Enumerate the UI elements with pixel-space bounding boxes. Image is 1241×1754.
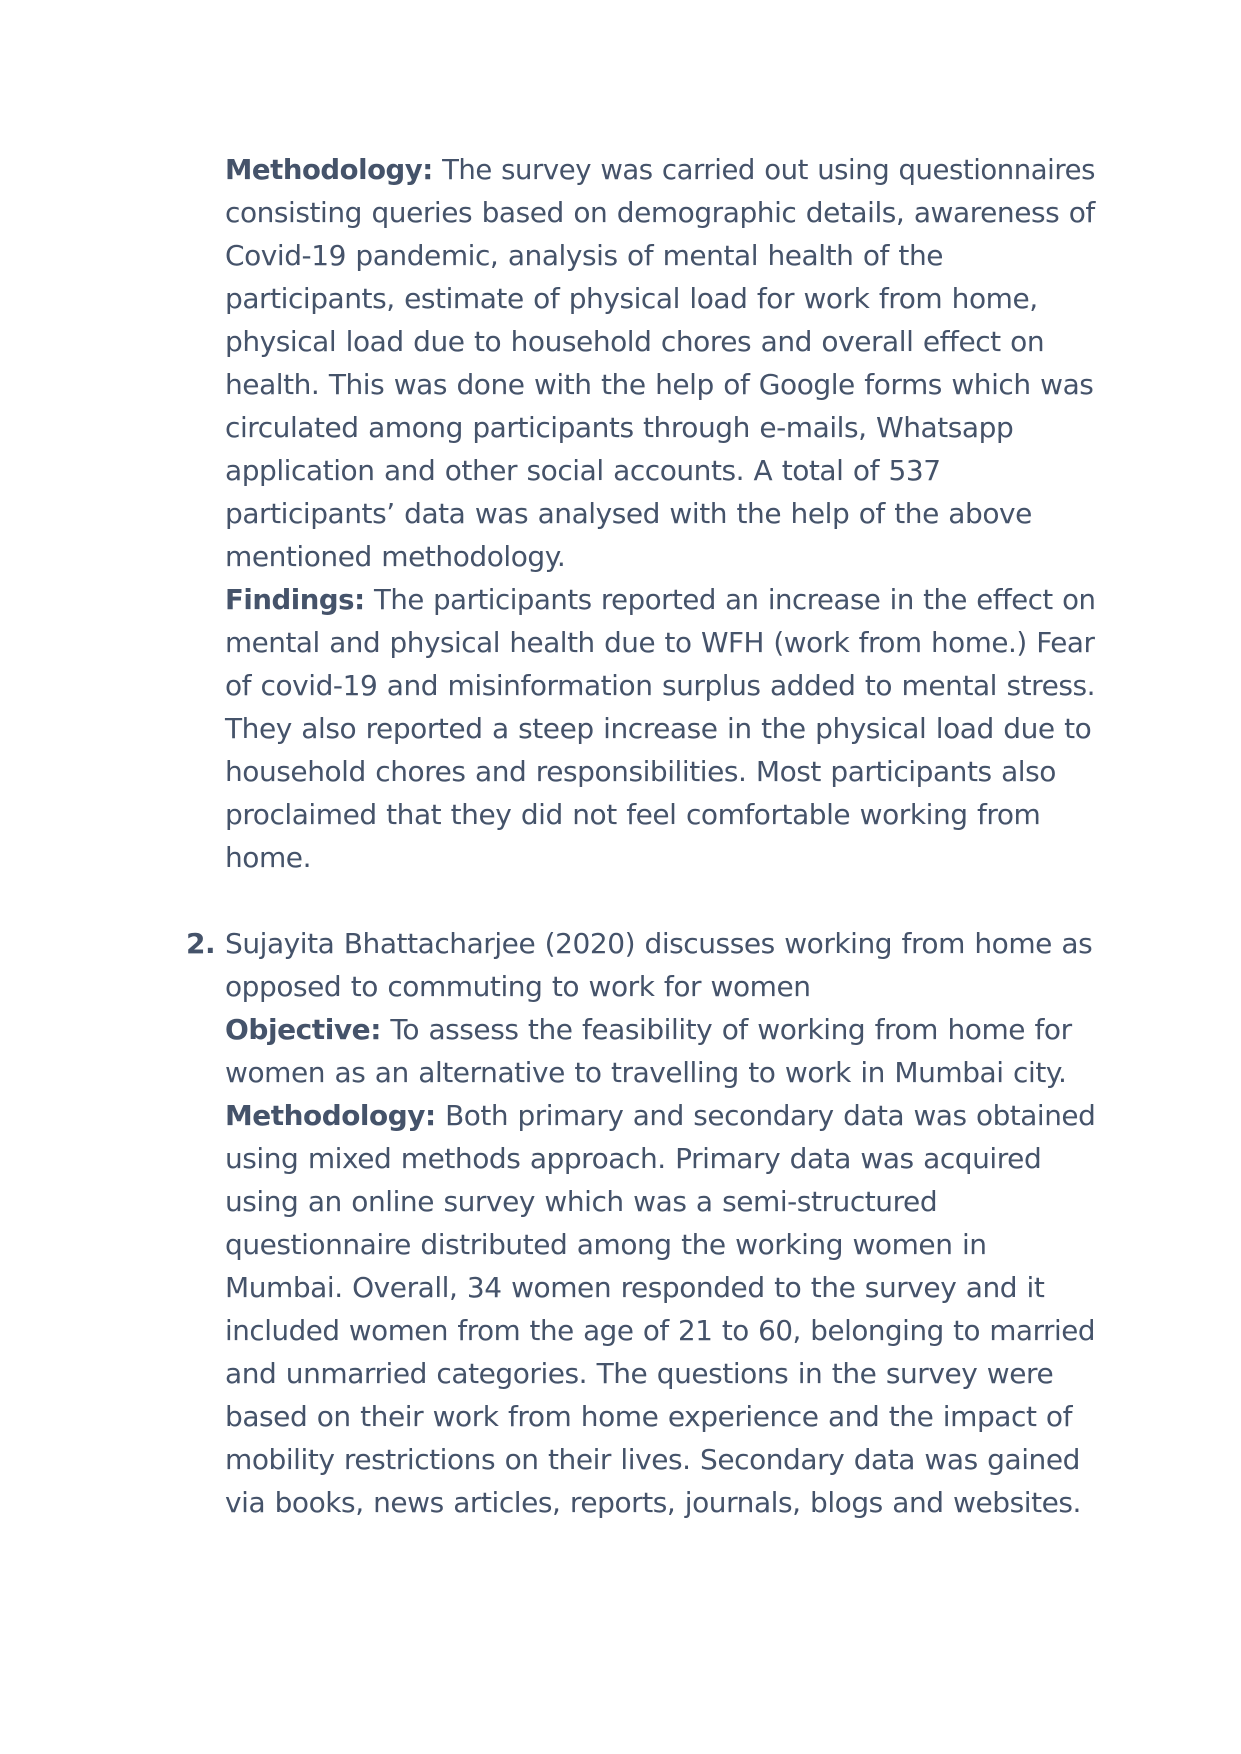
text-line: women as an alternative to travelling to work in Mumbai city. — [225, 1056, 1067, 1089]
text-line: and unmarried categories. The questions in the survey were — [225, 1357, 1054, 1390]
text-line: questionnaire distributed among the working women in — [225, 1228, 987, 1261]
text-line: Methodology: The survey was carried out using questionnaires — [225, 153, 1095, 186]
objective-label: Objective: — [225, 1013, 381, 1046]
text-line: application and other social accounts. A total of 537 — [225, 454, 941, 487]
study2-methodology-paragraph — [225, 1094, 1095, 1524]
text-line: physical load due to household chores and overall effect on — [225, 325, 1045, 358]
text-line: proclaimed that they did not feel comfortable working from — [225, 798, 1041, 831]
text-line: mentioned methodology. — [225, 540, 566, 573]
study2-heading — [225, 922, 1095, 1008]
text-line: Objective: To assess the feasibility of working from home for — [225, 1013, 1072, 1046]
text-line: consisting queries based on demographic details, awareness of — [225, 196, 1095, 229]
text-line: Mumbai. Overall, 34 women responded to the survey and it — [225, 1271, 1045, 1304]
text-line: Covid-19 pandemic, analysis of mental health of the — [225, 239, 944, 272]
study1-methodology-paragraph — [225, 148, 1095, 578]
text-line: They also reported a steep increase in the physical load due to — [225, 712, 1092, 745]
text-line: participants, estimate of physical load for work from home, — [225, 282, 1038, 315]
text-line: mobility restrictions on their lives. Secondary data was gained — [225, 1443, 1080, 1476]
text-line: of covid-19 and misinformation surplus added to mental stress. — [225, 669, 1096, 702]
text-line: mental and physical health due to WFH (work from home.) Fear — [225, 626, 1095, 659]
text-line: Findings: The participants reported an increase in the effect on — [225, 583, 1096, 616]
text-line: participants’ data was analysed with the help of the above — [225, 497, 1032, 530]
text-line: via books, news articles, reports, journals, blogs and websites. — [225, 1486, 1081, 1519]
text-line: Sujayita Bhattacharjee (2020) discusses working from home as — [225, 927, 1093, 960]
text-line: home. — [225, 841, 312, 874]
text-line: health. This was done with the help of Google forms which was — [225, 368, 1094, 401]
text-line: based on their work from home experience and the impact of — [225, 1400, 1073, 1433]
methodology-label: Methodology: — [225, 1099, 436, 1132]
list-item-number: 2. — [186, 927, 216, 960]
text-line: using mixed methods approach. Primary data was acquired — [225, 1142, 1042, 1175]
text-line: opposed to commuting to work for women — [225, 970, 811, 1003]
study2-objective-paragraph — [225, 1008, 1095, 1094]
study1-findings-paragraph — [225, 578, 1095, 879]
text-line: using an online survey which was a semi-structured — [225, 1185, 938, 1218]
text-line: circulated among participants through e-mails, Whatsapp — [225, 411, 1014, 444]
findings-label: Findings: — [225, 583, 365, 616]
text-line: included women from the age of 21 to 60, belonging to married — [225, 1314, 1096, 1347]
text-line: Methodology: Both primary and secondary data was obtained — [225, 1099, 1096, 1132]
text-line: household chores and responsibilities. Most participants also — [225, 755, 1056, 788]
methodology-label: Methodology: — [225, 153, 433, 186]
